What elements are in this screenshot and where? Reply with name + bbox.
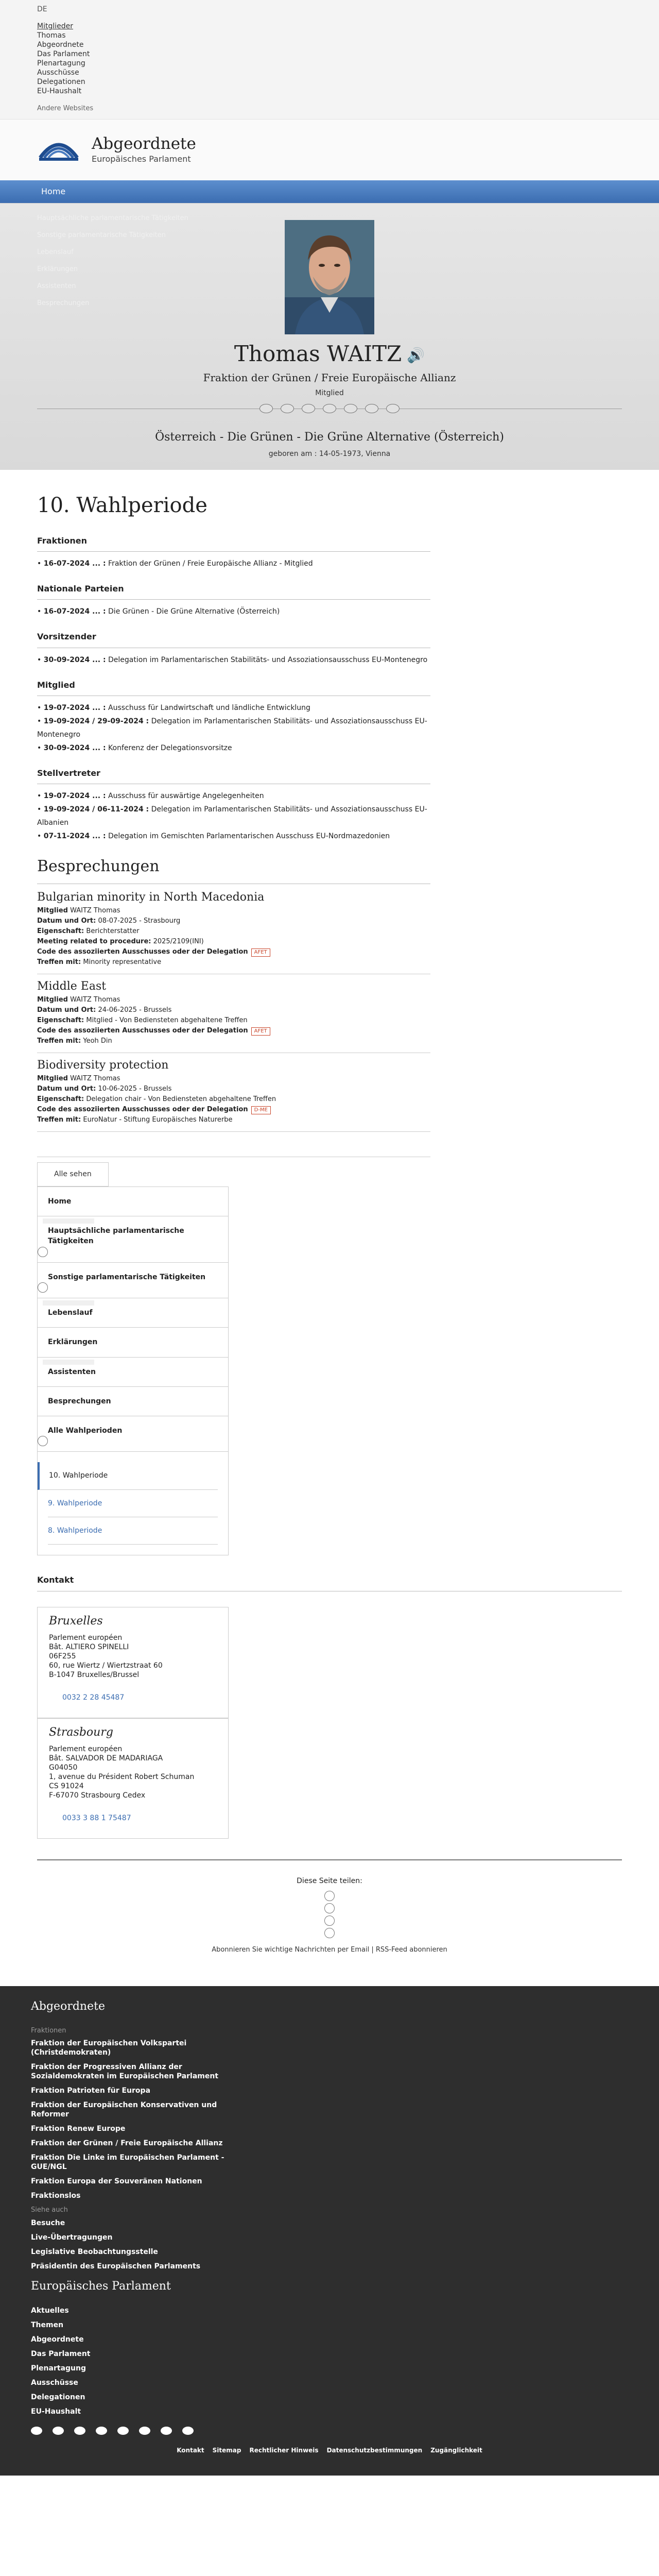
footer-bottom-links <box>31 2446 628 2455</box>
row-date: 07-11-2024 ... : <box>43 832 106 840</box>
menu-placeholder <box>43 1218 94 1224</box>
instagram-icon[interactable] <box>344 404 357 413</box>
menu-cv[interactable] <box>38 1298 228 1328</box>
term-10-link[interactable]: 10. Wahlperiode <box>38 1462 218 1489</box>
share-email-icon[interactable] <box>324 1928 335 1938</box>
footer-sitemap-link[interactable]: Sitemap <box>212 2447 241 2454</box>
footer-link[interactable]: Plenartagung <box>31 2364 86 2373</box>
hero-faint-line: Hauptsächliche parlamentarische Tätigkeiten <box>37 214 188 222</box>
footer-link[interactable]: Fraktion Die Linke im Europäischen Parlament - GUE/NGL <box>31 2154 224 2172</box>
row-date: 19-07-2024 ... : <box>43 703 106 712</box>
meeting-value: Minority representative <box>81 958 162 967</box>
menu-all-terms[interactable] <box>38 1416 228 1452</box>
row-text: Delegation im Gemischten Parlamentarischen Ausschuss EU-Nordmazedonien <box>106 832 390 840</box>
term-heading: 10. Wahlperiode <box>37 494 207 517</box>
address-line: F-67070 Strasbourg Cedex <box>49 1791 146 1800</box>
speaker-icon[interactable]: 🔊 <box>407 346 425 364</box>
terms-submenu <box>38 1452 228 1555</box>
meeting-line <box>37 947 430 957</box>
meeting-line <box>37 1015 430 1026</box>
linkedin-icon[interactable] <box>365 404 378 413</box>
toplink-thomas[interactable]: Thomas <box>37 31 66 40</box>
office-city: Strasbourg <box>49 1726 113 1739</box>
hero-faint-line: Assistenten <box>37 282 76 290</box>
footer-reddit-icon[interactable] <box>182 2427 194 2435</box>
meeting-value: WAITZ Thomas <box>67 996 120 1004</box>
twitter-icon[interactable] <box>323 404 336 413</box>
footer-accessibility-link[interactable]: Zugänglichkeit <box>430 2447 482 2454</box>
meeting-value: 10-06-2025 - Brussels <box>96 1085 172 1093</box>
meeting-key: Datum und Ort: <box>37 1085 96 1093</box>
meeting-value: Berichterstatter <box>84 927 140 936</box>
row-date: 16-07-2024 ... : <box>43 607 106 616</box>
menu-placeholder <box>43 1360 94 1365</box>
language-selector[interactable]: DE <box>37 5 47 13</box>
mep-hero <box>0 203 659 470</box>
meeting-key: Meeting related to procedure: <box>37 938 151 946</box>
meeting-value: WAITZ Thomas <box>67 1075 120 1083</box>
footer-link[interactable]: Das Parlament <box>31 2350 91 2359</box>
footer-youtube-icon[interactable] <box>117 2427 129 2435</box>
meeting-line <box>37 916 430 926</box>
menu-label: Lebenslauf <box>48 1308 93 1317</box>
meeting-card <box>37 1060 430 1132</box>
meeting-key: Treffen mit: <box>37 1116 81 1124</box>
footer-facebook-icon[interactable] <box>31 2427 42 2435</box>
meeting-card <box>37 892 430 974</box>
committee-badge[interactable]: AFET <box>251 1027 270 1036</box>
other-websites-link[interactable]: Andere Websites <box>37 105 94 113</box>
mep-name-heading <box>0 338 659 370</box>
row-date: 30-09-2024 ... : <box>43 655 106 664</box>
committee-badge[interactable]: D-ME <box>251 1106 271 1114</box>
meeting-line <box>37 1084 430 1094</box>
address-line: B-1047 Bruxelles/Brussel <box>49 1671 140 1680</box>
menu-label: Hauptsächliche parlamentarische Tätigkeiten <box>48 1227 184 1246</box>
share-linkedin-icon[interactable] <box>324 1916 335 1926</box>
meeting-key: Code des assoziierten Ausschusses oder der Delegation <box>37 1027 248 1035</box>
footer-link[interactable]: Ausschüsse <box>31 2379 78 2387</box>
meeting-value: 2025/2109(INI) <box>151 938 204 946</box>
meeting-value: Mitglied - Von Bediensteten abgehaltene Treffen <box>84 1016 248 1025</box>
meeting-key: Treffen mit: <box>37 1037 81 1045</box>
rss-link[interactable]: RSS-Feed abonnieren <box>375 1945 447 1954</box>
office-city: Bruxelles <box>49 1615 103 1628</box>
footer-link[interactable]: Abgeordnete <box>31 2335 84 2344</box>
footer-link[interactable]: Delegationen <box>31 2393 85 2402</box>
section-row: • 30-09-2024 ... : Delegation im Parlamentarischen Stabilitäts- und Assoziationsausschuss EU-Montenegro <box>37 655 428 664</box>
social-links <box>0 404 659 413</box>
office-strasbourg <box>37 1718 229 1839</box>
mep-side-menu <box>37 1187 229 1556</box>
toplink-meps[interactable]: Abgeordnete <box>37 41 84 49</box>
address-line: Parlement européen <box>49 1634 123 1642</box>
expand-icon[interactable] <box>38 1282 48 1293</box>
footer-link[interactable]: Besuche <box>31 2219 65 2228</box>
menu-declarations[interactable]: Erklärungen <box>38 1328 228 1357</box>
meeting-key: Mitglied <box>37 1075 68 1083</box>
address-line: Parlement européen <box>49 1745 123 1754</box>
section-row: • 07-11-2024 ... : Delegation im Gemischten Parlamentarischen Ausschuss EU-Nordmazedonien <box>37 832 390 840</box>
footer-social <box>31 2427 628 2435</box>
footer-see-also-label: Siehe auch <box>31 2206 68 2214</box>
address-line: Bât. SALVADOR DE MADARIAGA <box>49 1754 163 1763</box>
section-row: • 16-07-2024 ... : Fraktion der Grünen / Freie Europäische Allianz - Mitglied <box>37 560 313 568</box>
meeting-title[interactable]: Middle East <box>37 980 107 993</box>
main-nav <box>0 180 659 203</box>
menu-main-activities[interactable] <box>38 1216 228 1263</box>
footer-title[interactable]: Abgeordnete <box>31 1999 105 2013</box>
section-row: • 19-07-2024 ... : Ausschuss für auswärtige Angelegenheiten <box>37 791 264 800</box>
site-footer <box>0 1986 659 2476</box>
separator: | <box>371 1945 376 1954</box>
mep-birth: geboren am : 14-05-1973, Vienna <box>268 450 391 458</box>
footer-link[interactable]: Fraktion der Europäischen Volkspartei (Christdemokraten) <box>31 2039 187 2057</box>
footer-pinterest-icon[interactable] <box>161 2427 172 2435</box>
top-links <box>0 0 659 120</box>
footer-link[interactable]: Legislative Beobachtungsstelle <box>31 2248 158 2257</box>
share-twitter-icon[interactable] <box>324 1903 335 1913</box>
collapse-icon[interactable] <box>38 1436 48 1446</box>
toplink-parliament[interactable]: Das Parlament <box>37 50 90 59</box>
row-text: Delegation im Parlamentarischen Stabilitäts- und Assoziationsausschuss EU-Montenegro <box>37 717 427 739</box>
footer-link[interactable]: EU-Haushalt <box>31 2408 81 2416</box>
address-line: 60, rue Wiertz / Wiertzstraat 60 <box>49 1662 163 1670</box>
expand-icon[interactable] <box>38 1247 48 1257</box>
section-title: Vorsitzender <box>37 631 430 648</box>
meeting-key: Datum und Ort: <box>37 917 96 925</box>
menu-meetings[interactable]: Besprechungen <box>38 1387 228 1416</box>
footer-link[interactable]: Aktuelles <box>31 2307 69 2315</box>
meeting-key: Code des assoziierten Ausschusses oder der Delegation <box>37 948 248 956</box>
menu-assistants[interactable] <box>38 1358 228 1387</box>
ep-logo-icon[interactable] <box>37 137 80 163</box>
footer-link[interactable]: Fraktion Patrioten für Europa <box>31 2087 151 2095</box>
row-text: Ausschuss für Landwirtschaft und ländliche Entwicklung <box>106 703 310 712</box>
footer-link[interactable]: Fraktion Europa der Souveränen Nationen <box>31 2177 202 2186</box>
meeting-line <box>37 957 430 968</box>
meeting-line <box>37 1105 430 1115</box>
meeting-line <box>37 1005 430 1015</box>
meeting-key: Eigenschaft: <box>37 1016 84 1025</box>
meeting-line <box>37 937 430 947</box>
footer-link[interactable]: Fraktionslos <box>31 2192 81 2200</box>
main-content <box>0 490 659 1955</box>
row-text: Die Grünen - Die Grüne Alternative (Österreich) <box>106 607 280 616</box>
row-date: 19-09-2024 / 29-09-2024 : <box>43 717 149 725</box>
row-text: Delegation im Parlamentarischen Stabilitäts- und Assoziationsausschuss EU-Montenegro <box>106 655 428 664</box>
footer-flickr-icon[interactable] <box>74 2427 85 2435</box>
section-substitute <box>37 767 430 843</box>
toplink-members[interactable]: Mitglieder <box>37 22 73 31</box>
meeting-card <box>37 981 430 1053</box>
toplink-committees[interactable]: Ausschüsse <box>37 69 79 77</box>
toplink-plenary[interactable]: Plenartagung <box>37 59 85 68</box>
meeting-line <box>37 906 430 916</box>
footer-link[interactable]: Themen <box>31 2321 64 2330</box>
meeting-value: EuroNatur - Stiftung Europäisches Naturerbe <box>81 1116 233 1124</box>
hero-faint-line: Erklärungen <box>37 265 78 273</box>
meeting-key: Mitglied <box>37 907 68 915</box>
section-title: Nationale Parteien <box>37 583 430 600</box>
term-9-link[interactable]: 9. Wahlperiode <box>48 1490 218 1517</box>
hero-faint-line: Sonstige parlamentarische Tätigkeiten <box>37 231 166 239</box>
term-8-link[interactable]: 8. Wahlperiode <box>48 1517 218 1545</box>
meeting-value: WAITZ Thomas <box>67 907 120 915</box>
share-facebook-icon[interactable] <box>324 1891 335 1901</box>
contact-heading: Kontakt <box>37 1574 622 1591</box>
toplink-budget[interactable]: EU-Haushalt <box>37 87 82 96</box>
address-line: 1, avenue du Président Robert Schuman <box>49 1773 195 1782</box>
footer-link[interactable]: Fraktion der Grünen / Freie Europäische Allianz <box>31 2139 223 2148</box>
site-header <box>0 120 659 180</box>
meeting-title[interactable]: Biodiversity protection <box>37 1059 169 1072</box>
menu-label: Alle Wahlperioden <box>48 1427 123 1435</box>
meeting-key: Treffen mit: <box>37 958 81 967</box>
mep-national-party: Österreich - Die Grünen - Die Grüne Alternative (Österreich) <box>155 431 504 444</box>
row-text: Konferenz der Delegationsvorsitze <box>106 743 232 752</box>
footer-ep-title[interactable]: Europäisches Parlament <box>31 2280 171 2293</box>
phone-link[interactable]: 0032 2 28 45487 <box>62 1693 125 1702</box>
meeting-key: Datum und Ort: <box>37 1006 96 1014</box>
hero-faint-line: Besprechungen <box>37 299 90 307</box>
meeting-line <box>37 1074 430 1084</box>
share-icons <box>37 1891 622 1938</box>
menu-placeholder <box>43 1300 94 1306</box>
nav-home[interactable]: Home <box>41 187 66 197</box>
row-date: 19-09-2024 / 06-11-2024 : <box>43 805 149 814</box>
mep-faction: Fraktion der Grünen / Freie Europäische Allianz <box>203 371 456 384</box>
meeting-line <box>37 1115 430 1125</box>
row-text: Fraktion der Grünen / Freie Europäische Allianz - Mitglied <box>106 560 313 568</box>
section-row: • 16-07-2024 ... : Die Grünen - Die Grüne Alternative (Österreich) <box>37 607 280 616</box>
subscribe-email-link[interactable]: Abonnieren Sie wichtige Nachrichten per Email <box>212 1945 370 1954</box>
menu-label: Assistenten <box>48 1367 96 1376</box>
subscribe-row <box>37 1945 622 1955</box>
section-row: • 30-09-2024 ... : Konferenz der Delegationsvorsitze <box>37 743 232 752</box>
footer-twitter-icon[interactable] <box>53 2427 64 2435</box>
address-line: 06F255 <box>49 1652 76 1661</box>
meeting-key: Mitglied <box>37 996 68 1004</box>
section-row: • 19-09-2024 / 29-09-2024 : Delegation im Parlamentarischen Stabilitäts- und Assoziationsausschuss EU-Montenegro <box>37 717 427 739</box>
meeting-line <box>37 1094 430 1105</box>
hero-faint-links <box>37 214 212 316</box>
mep-photo <box>285 220 374 334</box>
mep-name: Thomas WAITZ <box>234 341 402 366</box>
committee-badge[interactable]: AFET <box>251 948 270 957</box>
meeting-value: 08-07-2025 - Strasbourg <box>96 917 181 925</box>
section-title: Stellvertreter <box>37 767 430 784</box>
row-text: Delegation im Parlamentarischen Stabilitäts- und Assoziationsausschuss EU-Albanien <box>37 805 427 827</box>
site-subtitle: Europäisches Parlament <box>92 154 191 164</box>
hero-faint-line: Lebenslauf <box>37 248 74 256</box>
footer-legal-link[interactable]: Rechtlicher Hinweis <box>249 2447 319 2454</box>
menu-home[interactable]: Home <box>38 1187 228 1216</box>
row-text: Ausschuss für auswärtige Angelegenheiten <box>106 791 264 800</box>
footer-link[interactable]: Fraktion der Europäischen Konservativen und Reformer <box>31 2101 217 2119</box>
address-line: CS 91024 <box>49 1782 84 1791</box>
footer-instagram-icon[interactable] <box>139 2427 150 2435</box>
footer-groups-label: Fraktionen <box>31 2026 66 2035</box>
menu-other-activities[interactable] <box>38 1263 228 1298</box>
address-line: G04050 <box>49 1764 78 1772</box>
see-all-button[interactable]: Alle sehen <box>37 1162 109 1186</box>
facebook-icon[interactable] <box>302 404 315 413</box>
meeting-line <box>37 1026 430 1036</box>
section-groups <box>37 535 430 570</box>
phone-link[interactable]: 0033 3 88 1 75487 <box>62 1814 131 1823</box>
meeting-title[interactable]: Bulgarian minority in North Macedonia <box>37 891 265 904</box>
footer-link[interactable]: Fraktion Renew Europe <box>31 2125 126 2133</box>
section-row: • 19-09-2024 / 06-11-2024 : Delegation im Parlamentarischen Stabilitäts- und Assoziationsausschuss EU-Albanien <box>37 805 427 827</box>
menu-label: Sonstige parlamentarische Tätigkeiten <box>48 1273 206 1281</box>
section-national-parties <box>37 583 430 618</box>
site-title[interactable]: Abgeordnete <box>92 134 196 154</box>
youtube-icon[interactable] <box>386 404 400 413</box>
section-member <box>37 679 430 755</box>
section-chair <box>37 631 430 666</box>
meeting-value: Yeoh Din <box>81 1037 112 1045</box>
meeting-key: Code des assoziierten Ausschusses oder der Delegation <box>37 1106 248 1114</box>
website-icon[interactable] <box>281 404 294 413</box>
address-line: Bât. ALTIERO SPINELLI <box>49 1643 129 1652</box>
meeting-line <box>37 995 430 1005</box>
footer-privacy-link[interactable]: Datenschutzbestimmungen <box>326 2447 423 2454</box>
meeting-value: 24-06-2025 - Brussels <box>96 1006 172 1014</box>
row-date: 16-07-2024 ... : <box>43 560 106 568</box>
footer-link[interactable]: Fraktion der Progressiven Allianz der Sozialdemokraten im Europäischen Parlament <box>31 2063 219 2081</box>
share-label: Diese Seite teilen: <box>297 1877 362 1886</box>
row-date: 30-09-2024 ... : <box>43 743 106 752</box>
mep-role: Mitglied <box>315 389 344 397</box>
email-icon[interactable] <box>259 404 273 413</box>
section-row: • 19-07-2024 ... : Ausschuss für Landwirtschaft und ländliche Entwicklung <box>37 703 310 712</box>
footer-link[interactable]: Live-Übertragungen <box>31 2233 113 2242</box>
meeting-key: Eigenschaft: <box>37 1095 84 1104</box>
meetings-heading: Besprechungen <box>37 855 430 885</box>
meeting-line <box>37 1036 430 1046</box>
row-date: 19-07-2024 ... : <box>43 791 106 800</box>
section-title: Mitglied <box>37 679 430 696</box>
footer-link[interactable]: Präsidentin des Europäischen Parlaments <box>31 2262 201 2271</box>
toplink-delegations[interactable]: Delegationen <box>37 78 85 87</box>
footer-contact-link[interactable]: Kontakt <box>177 2447 204 2454</box>
share-section <box>37 1859 622 1955</box>
section-title: Fraktionen <box>37 535 430 552</box>
meeting-key: Eigenschaft: <box>37 927 84 936</box>
office-bruxelles <box>37 1607 229 1718</box>
footer-linkedin-icon[interactable] <box>96 2427 107 2435</box>
meeting-line <box>37 926 430 937</box>
meeting-value: Delegation chair - Von Bediensteten abgehaltene Treffen <box>84 1095 276 1104</box>
